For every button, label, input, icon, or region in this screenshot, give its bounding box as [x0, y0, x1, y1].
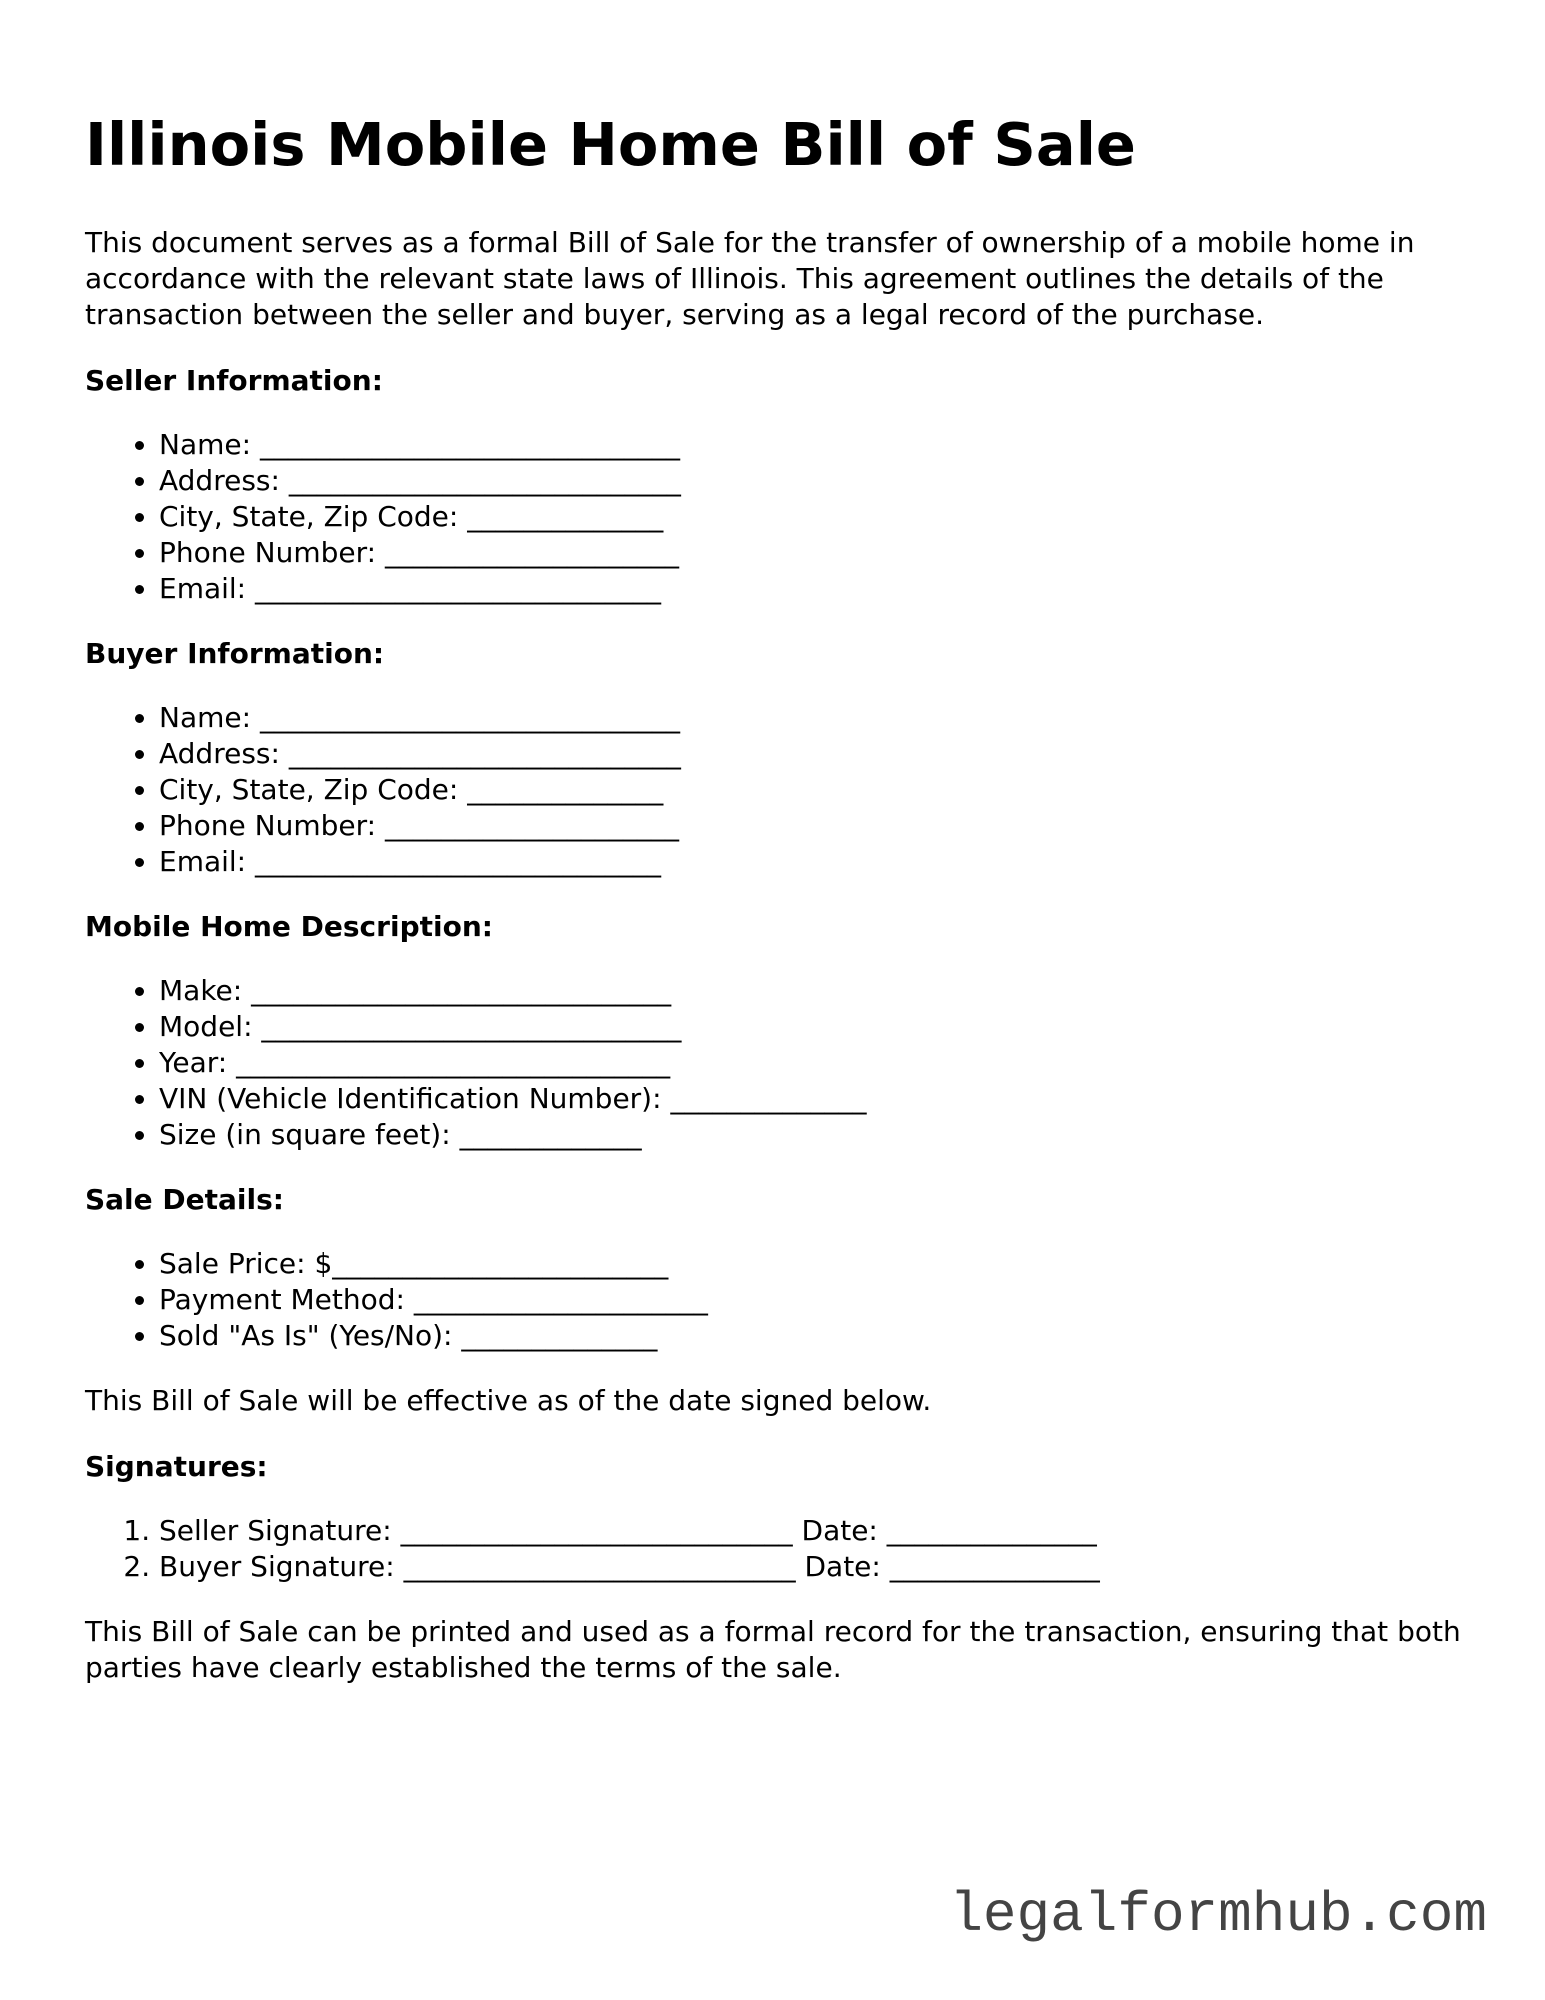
- seller-address-field: • Address: ____________________________: [159, 463, 1485, 499]
- intro-paragraph: This document serves as a formal Bill of Sale for the transfer of ownership of a mobile home in accordance with the relevant state laws of Illinois. This agreement outlines the details of the transaction between the seller and buyer, serving as a legal record of the purchase.: [85, 226, 1415, 331]
- buyer-city-state-zip-field: • City, State, Zip Code: ______________: [159, 772, 1485, 808]
- size-field: • Size (in square feet): _____________: [159, 1117, 1485, 1153]
- seller-signature-line: 1. Seller Signature: ____________________________ Date: _______________: [159, 1513, 1485, 1549]
- signature-list: [85, 1513, 1485, 1585]
- sale-price-field: • Sale Price: $________________________: [159, 1246, 1485, 1282]
- seller-phone-field: • Phone Number: _____________________: [159, 535, 1485, 571]
- seller-email-field: • Email: _____________________________: [159, 571, 1485, 607]
- watermark-text: legalformhub.com: [949, 1883, 1487, 1947]
- seller-heading: Seller Information:: [85, 364, 383, 397]
- seller-name-field: • Name: ______________________________: [159, 427, 1485, 463]
- seller-field-list: [85, 427, 1485, 607]
- buyer-email-field: • Email: _____________________________: [159, 844, 1485, 880]
- year-field: • Year: _______________________________: [159, 1045, 1485, 1081]
- effective-date-statement: This Bill of Sale will be effective as of the date signed below.: [85, 1384, 932, 1417]
- buyer-phone-field: • Phone Number: _____________________: [159, 808, 1485, 844]
- sold-as-is-field: • Sold "As Is" (Yes/No): ______________: [159, 1318, 1485, 1354]
- vin-field: • VIN (Vehicle Identification Number): ______________: [159, 1081, 1485, 1117]
- mobile-home-field-list: [85, 973, 1485, 1153]
- sale-details-field-list: [85, 1246, 1485, 1354]
- model-field: • Model: ______________________________: [159, 1009, 1485, 1045]
- buyer-field-list: [85, 700, 1485, 880]
- closing-paragraph: This Bill of Sale can be printed and used as a formal record for the transaction, ensuring that both parties have clearly established the terms of the sale.: [85, 1615, 1461, 1684]
- buyer-heading: Buyer Information:: [85, 637, 385, 670]
- buyer-address-field: • Address: ____________________________: [159, 736, 1485, 772]
- document-page: [85, 105, 1485, 1686]
- payment-method-field: • Payment Method: _____________________: [159, 1282, 1485, 1318]
- seller-city-state-zip-field: • City, State, Zip Code: ______________: [159, 499, 1485, 535]
- buyer-signature-line: 2. Buyer Signature: ____________________________ Date: _______________: [159, 1549, 1485, 1585]
- buyer-name-field: • Name: ______________________________: [159, 700, 1485, 736]
- sale-details-heading: Sale Details:: [85, 1183, 284, 1216]
- document-title: Illinois Mobile Home Bill of Sale: [85, 110, 1136, 179]
- mobile-home-heading: Mobile Home Description:: [85, 910, 493, 943]
- signatures-heading: Signatures:: [85, 1450, 268, 1483]
- make-field: • Make: ______________________________: [159, 973, 1485, 1009]
